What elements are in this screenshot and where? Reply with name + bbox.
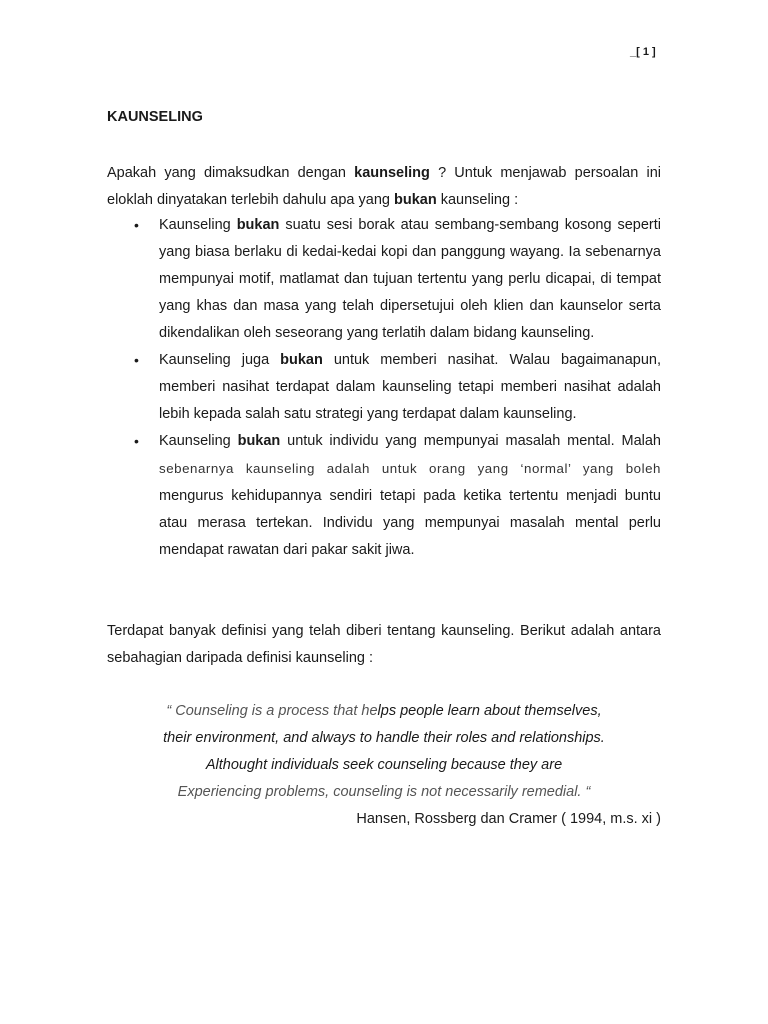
quote-citation: Hansen, Rossberg dan Cramer ( 1994, m.s. xi ) <box>356 811 661 827</box>
bullet-1-text-1: Kaunseling <box>159 217 237 233</box>
bullet-3-text-4: mengurus kehidupannya sendiri tetapi pada ketika tertentu menjadi buntu atau merasa tertekan. Individu yang mempunyai masalah mental perlu mendapat rawatan dari pakar sakit jiwa. <box>159 488 661 558</box>
bullet-item-1 <box>107 212 661 347</box>
bullet-list <box>107 212 661 564</box>
bullet-2-text-1: Kaunseling juga <box>159 352 281 368</box>
bullet-item-2 <box>107 347 661 428</box>
bullet-2-text-2: untuk memberi nasihat. Walau bagaimanapun, memberi nasihat terdapat dalam kaunseling tetapi memberi nasihat adalah lebih kepada salah satu strategi yang terdapat dalam kaunseling. <box>159 352 661 422</box>
bullet-3-text-1: Kaunseling <box>159 433 238 449</box>
bullet-icon: • <box>134 433 139 449</box>
document-heading: KAUNSELING <box>107 109 203 125</box>
quote-line-1 <box>107 698 661 725</box>
intro-paragraph <box>107 160 661 214</box>
quote-line-3: Althought individuals seek counseling because they are <box>205 757 563 773</box>
definitions-paragraph: Terdapat banyak definisi yang telah diberi tentang kaunseling. Berikut adalah antara sebahagian daripada definisi kaunseling : <box>107 623 661 666</box>
quote-line-4: Experiencing problems, counseling is not necessarily remedial. “ <box>177 784 591 800</box>
intro-bold-kaunseling: kaunseling <box>354 165 430 181</box>
bullet-item-3 <box>107 428 661 564</box>
intro-text-3: kaunseling : <box>436 192 519 208</box>
quote-line-1a: “ Counseling is a process that he <box>166 703 378 719</box>
page-number: _[ 1 ] <box>630 46 656 58</box>
bullet-icon: • <box>134 217 139 233</box>
bullet-2-bold: bukan <box>280 352 323 368</box>
intro-bold-bukan: bukan <box>394 192 437 208</box>
bullet-icon: • <box>134 352 139 368</box>
intro-text-2: ? Untuk menjawab persoalan ini eloklah dinyatakan terlebih dahulu apa yang <box>107 165 661 208</box>
bullet-3-text-2: untuk individu yang mempunyai masalah mental. Malah <box>280 433 661 449</box>
bullet-1-text-2: suatu sesi borak atau sembang-sembang kosong seperti yang biasa berlaku di kedai-kedai kopi dan panggung wayang. Ia sebenarnya mempunyai motif, matlamat dan tujuan tertentu yang perlu dicapai, di tempat yang khas dan masa yang telah dipersetujui oleh klien dan kaunselor serta dikendalikan oleh seseorang yang terlatih dalam bidang kaunseling. <box>159 217 662 341</box>
quote-line-2: their environment, and always to handle their roles and relationships. <box>163 730 605 746</box>
bullet-1-bold: bukan <box>236 217 280 233</box>
bullet-3-bold: bukan <box>237 433 281 449</box>
intro-text-1: Apakah yang dimaksudkan dengan <box>107 165 355 181</box>
quote-line-1b: lps people learn about themselves, <box>377 703 602 719</box>
definition-quote <box>107 698 661 806</box>
bullet-3-text-3: sebenarnya kaunseling adalah untuk orang yang ‘normal’ yang boleh <box>159 461 661 476</box>
